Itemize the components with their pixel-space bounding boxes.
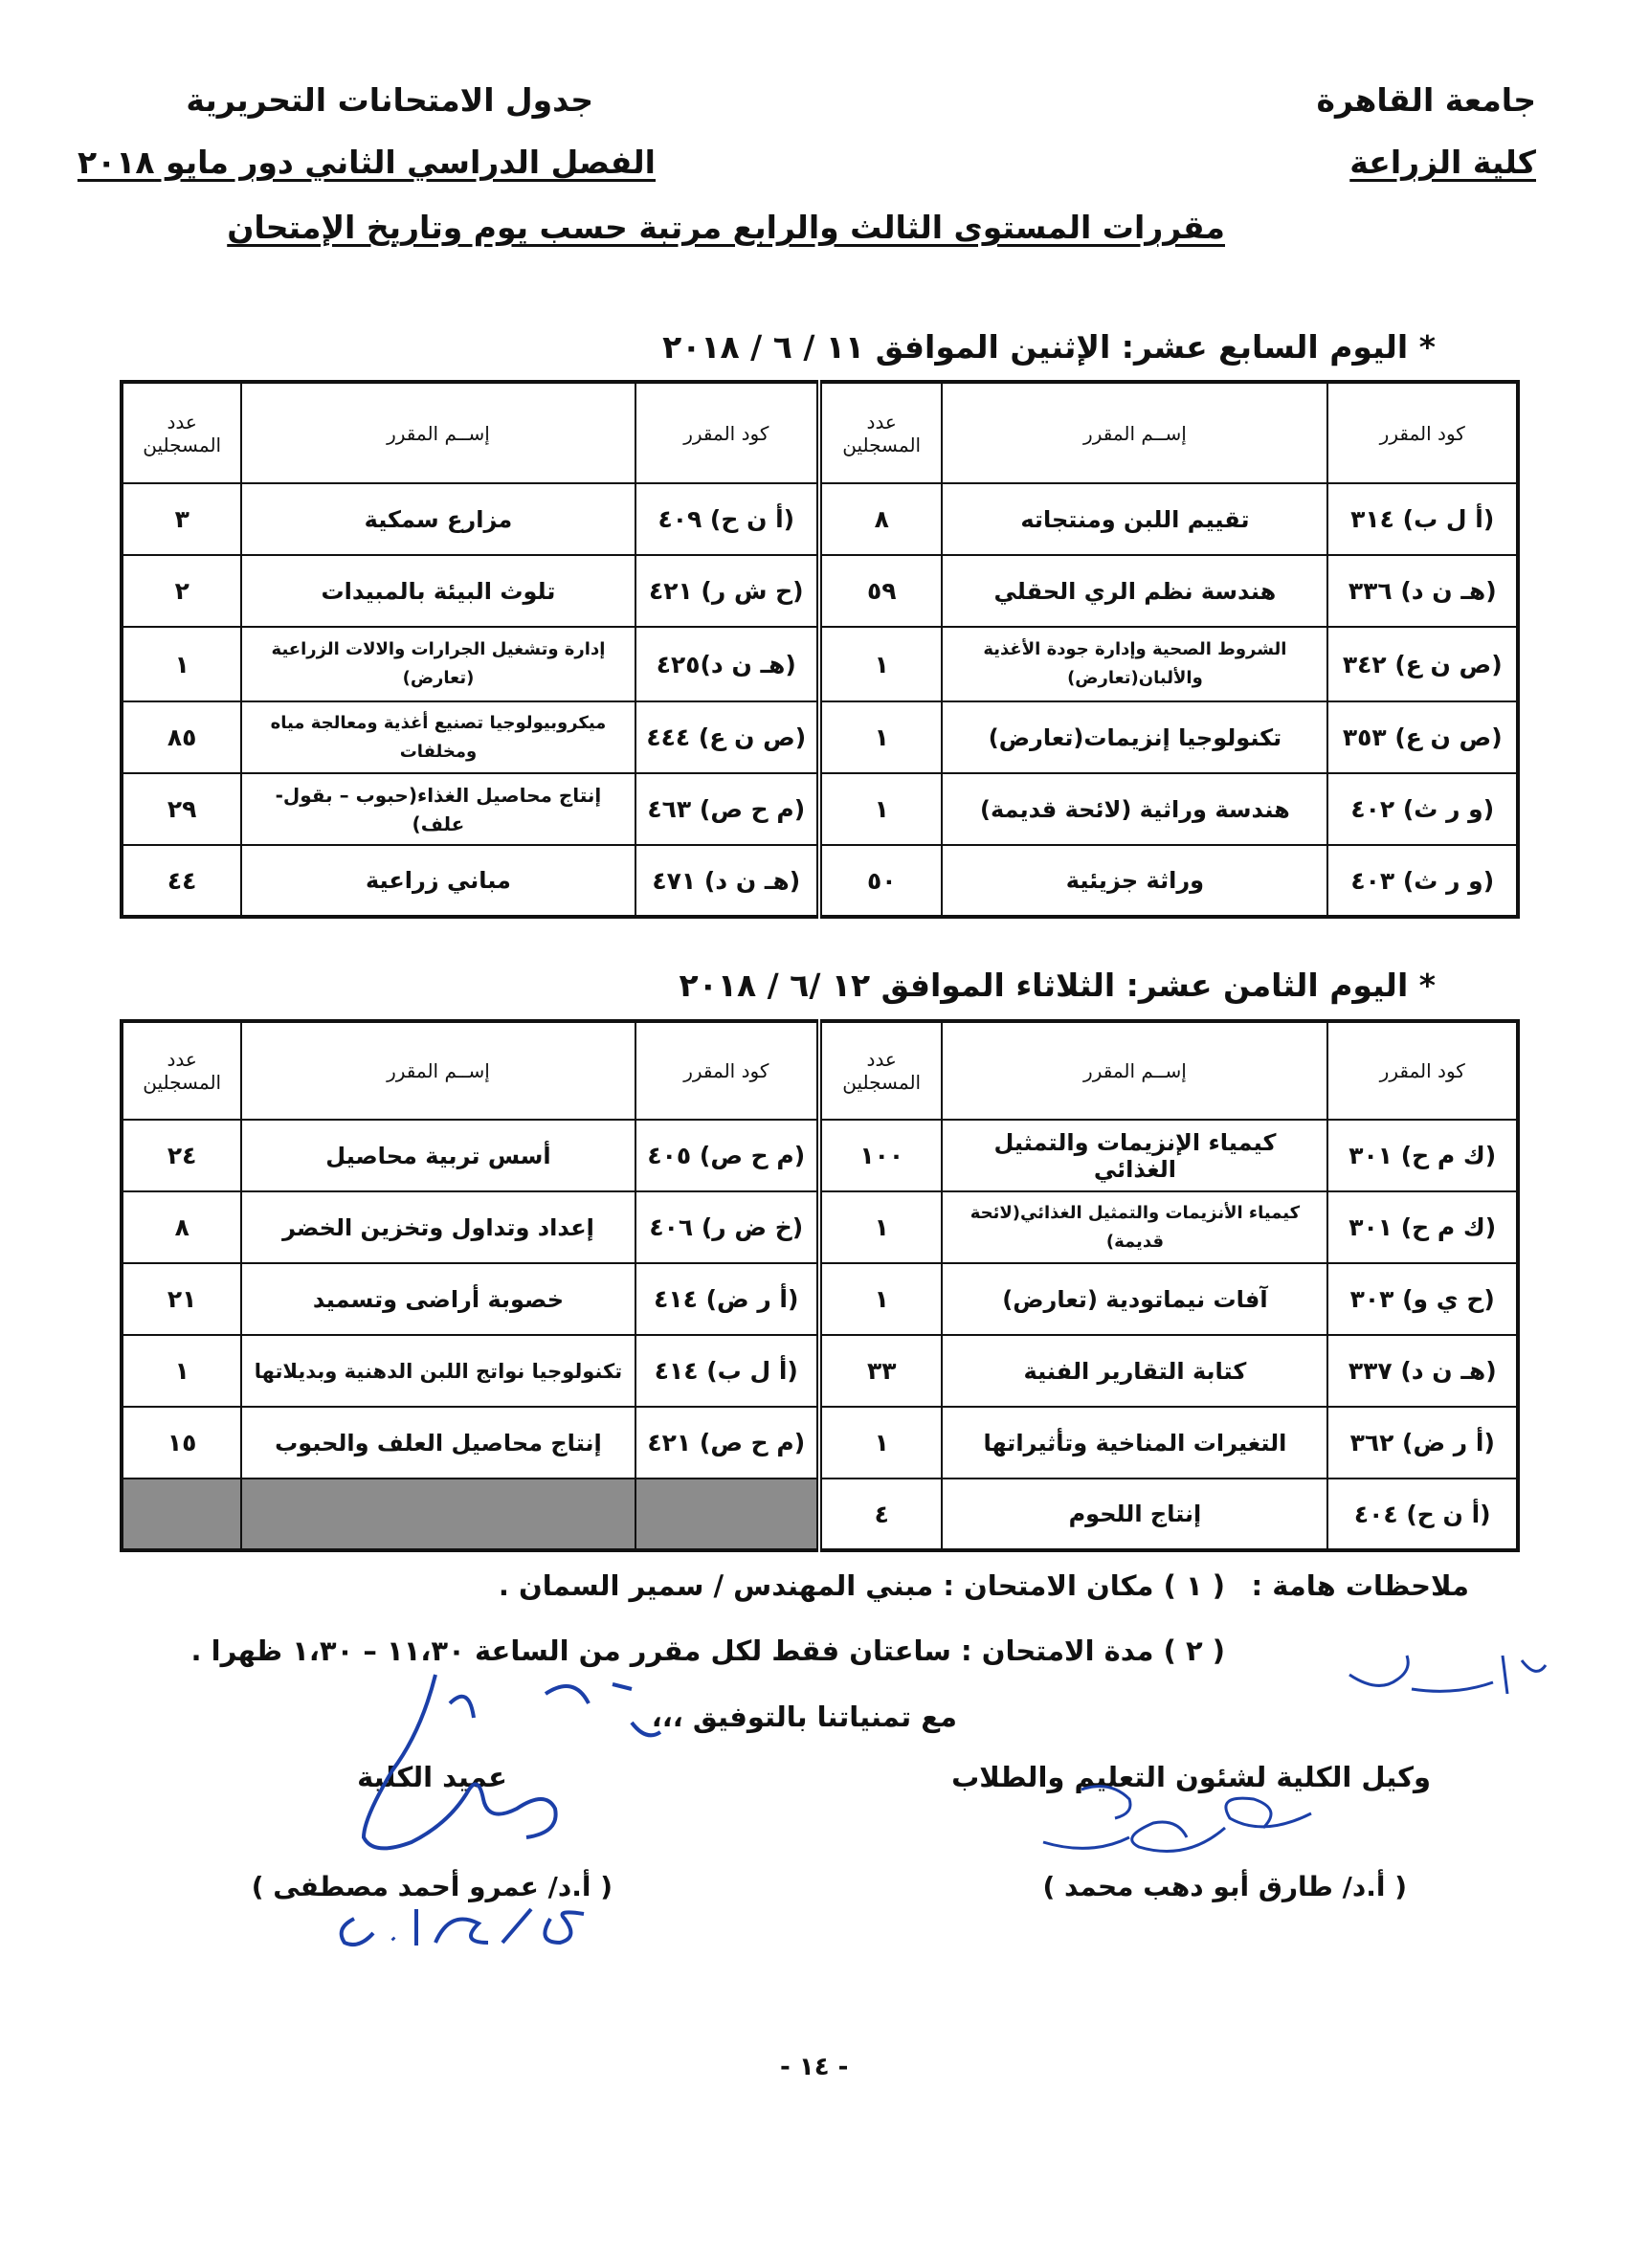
- day17-heading: * اليوم السابع عشر: الإثنين الموافق ١١ / ٦ / ٢٠١٨: [662, 328, 1436, 366]
- table-row: [122, 1407, 1518, 1479]
- registered-count: ٢١: [122, 1263, 241, 1335]
- schedule-title: جدول الامتحانات التحريرية: [186, 81, 593, 119]
- course-code: (م ح ص) ٤٢١: [635, 1407, 820, 1479]
- vice-dean-name: ( أ.د/ طارق أبو دهب محمد ): [1042, 1871, 1407, 1902]
- course-name: تلوث البيئة بالمبيدات: [241, 555, 635, 627]
- course-code: (و ر ث) ٤٠٢: [1327, 773, 1518, 845]
- registered-count: ٢٩: [122, 773, 241, 845]
- day18-table: [120, 1019, 1520, 1552]
- table-row: [122, 701, 1518, 773]
- registered-count: ١٥: [122, 1407, 241, 1479]
- col-header-name: إســم المقرر: [942, 382, 1327, 483]
- course-name: إنتاج محاصيل العلف والحبوب: [241, 1407, 635, 1479]
- registered-count: ١: [819, 1263, 942, 1335]
- course-name: ميكروبيولوجيا تصنيع أغذية ومعالجة مياه ومخلفات: [241, 701, 635, 773]
- vice-dean-title: وكيل الكلية لشئون التعليم والطلاب: [951, 1761, 1431, 1793]
- course-name: خصوبة أراضى وتسميد: [241, 1263, 635, 1335]
- dean-signature: [325, 1665, 670, 1895]
- col-header-count: عدد المسجلين: [819, 1021, 942, 1120]
- empty-shaded-cell: [241, 1479, 635, 1550]
- table-row: [122, 483, 1518, 555]
- table-row: [122, 1263, 1518, 1335]
- col-header-code: كود المقرر: [1327, 1021, 1518, 1120]
- registered-count: ١: [819, 773, 942, 845]
- course-name: كيمياء الإنزيمات والتمثيل الغذائي: [942, 1120, 1327, 1191]
- registered-count: ١: [122, 627, 241, 701]
- faculty-name: كلية الزراعة: [1349, 144, 1536, 181]
- course-name: أسس تربية محاصيل: [241, 1120, 635, 1191]
- col-header-name: إســم المقرر: [241, 382, 635, 483]
- registered-count: ١: [819, 701, 942, 773]
- page-subtitle: مقررات المستوى الثالث والرابع مرتبة حسب يوم وتاريخ الإمتحان: [227, 209, 1225, 246]
- table-row: [122, 1191, 1518, 1263]
- registered-count: ٢٤: [122, 1120, 241, 1191]
- course-code: (أ ر ض) ٣٦٢: [1327, 1407, 1518, 1479]
- dean-title: عميد الكلية: [357, 1761, 507, 1793]
- course-code: (م ح ص) ٤٠٥: [635, 1120, 820, 1191]
- course-code: (ص ن ع) ٤٤٤: [635, 701, 820, 773]
- col-header-count: عدد المسجلين: [122, 382, 241, 483]
- table-row: [122, 773, 1518, 845]
- course-code: (و ر ث) ٤٠٣: [1327, 845, 1518, 917]
- course-code: (هـ ن د) ٤٧١: [635, 845, 820, 917]
- registered-count: ٨٥: [122, 701, 241, 773]
- course-name: تكنولوجيا إنزيمات(تعارض): [942, 701, 1327, 773]
- course-code: (أ ن ح) ٤٠٤: [1327, 1479, 1518, 1550]
- registered-count: ٤: [819, 1479, 942, 1550]
- table-row: [122, 1335, 1518, 1407]
- col-header-code: كود المقرر: [635, 382, 820, 483]
- col-header-count: عدد المسجلين: [122, 1021, 241, 1120]
- day17-table: [120, 380, 1520, 919]
- course-name: هندسة نظم الري الحقلي: [942, 555, 1327, 627]
- course-code: (أ ن ح) ٤٠٩: [635, 483, 820, 555]
- note-exam-duration: ( ٢ ) مدة الامتحان : ساعتان فقط لكل مقرر من الساعة ١١،٣٠ – ١،٣٠ ظهرا .: [190, 1634, 1225, 1667]
- course-code: (ك م ح) ٣٠١: [1327, 1120, 1518, 1191]
- closing-wishes: مع تمنياتنا بالتوفيق ،،،: [651, 1701, 957, 1733]
- course-code: (ص ن ع) ٣٤٢: [1327, 627, 1518, 701]
- course-code: (هـ ن د)٤٢٥: [635, 627, 820, 701]
- registered-count: ٣٣: [819, 1335, 942, 1407]
- handwritten-mark-right: [1340, 1636, 1560, 1703]
- table-row: [122, 845, 1518, 917]
- course-name: التغيرات المناخية وتأثيراتها: [942, 1407, 1327, 1479]
- table-row: [122, 627, 1518, 701]
- registered-count: ٤٤: [122, 845, 241, 917]
- notes-label: ملاحظات هامة :: [1251, 1569, 1469, 1602]
- col-header-code: كود المقرر: [635, 1021, 820, 1120]
- course-code: (ص ن ع) ٣٥٣: [1327, 701, 1518, 773]
- col-header-name: إســم المقرر: [241, 1021, 635, 1120]
- course-name: مباني زراعية: [241, 845, 635, 917]
- registered-count: ٥٠: [819, 845, 942, 917]
- registered-count: ١: [819, 1191, 942, 1263]
- note-exam-location: ( ١ ) مكان الامتحان : مبني المهندس / سمير السمان .: [498, 1569, 1225, 1602]
- course-code: (خ ض ر) ٤٠٦: [635, 1191, 820, 1263]
- university-name: جامعة القاهرة: [1316, 81, 1536, 119]
- course-code: (أ ل ب) ٤١٤: [635, 1335, 820, 1407]
- course-code: (م ح ص) ٤٦٣: [635, 773, 820, 845]
- course-code: (ك م ح) ٣٠١: [1327, 1191, 1518, 1263]
- course-code: (ح ش ر) ٤٢١: [635, 555, 820, 627]
- registered-count: ١: [819, 627, 942, 701]
- handwritten-date: [325, 1890, 613, 1957]
- course-name: كيمياء الأنزيمات والتمثيل الغذائي(لائحة قديمة): [942, 1191, 1327, 1263]
- registered-count: ١: [122, 1335, 241, 1407]
- course-code: (أ ر ض) ٤١٤: [635, 1263, 820, 1335]
- course-code: (هـ ن د) ٣٣٦: [1327, 555, 1518, 627]
- registered-count: ٥٩: [819, 555, 942, 627]
- course-name: وراثة جزيئية: [942, 845, 1327, 917]
- course-name: إعداد وتداول وتخزين الخضر: [241, 1191, 635, 1263]
- table-row: [122, 1479, 1518, 1550]
- table-row: [122, 1120, 1518, 1191]
- course-name: الشروط الصحية وإدارة جودة الأغذية والألبان(تعارض): [942, 627, 1327, 701]
- dean-name: ( أ.د/ عمرو أحمد مصطفى ): [251, 1871, 613, 1902]
- col-header-code: كود المقرر: [1327, 382, 1518, 483]
- empty-shaded-cell: [122, 1479, 241, 1550]
- vice-dean-signature: [1024, 1770, 1349, 1876]
- registered-count: ٨: [819, 483, 942, 555]
- registered-count: ٣: [122, 483, 241, 555]
- course-name: تكنولوجيا نواتج اللبن الدهنية وبديلاتها: [241, 1335, 635, 1407]
- course-code: (ح ي و) ٣٠٣: [1327, 1263, 1518, 1335]
- registered-count: ٨: [122, 1191, 241, 1263]
- course-name: إدارة وتشغيل الجرارات والالات الزراعية (تعارض): [241, 627, 635, 701]
- course-name: إنتاج اللحوم: [942, 1479, 1327, 1550]
- col-header-count: عدد المسجلين: [819, 382, 942, 483]
- course-name: إنتاج محاصيل الغذاء(حبوب – بقول- علف): [241, 773, 635, 845]
- course-name: تقييم اللبن ومنتجاته: [942, 483, 1327, 555]
- registered-count: ١٠٠: [819, 1120, 942, 1191]
- table-row: [122, 555, 1518, 627]
- course-name: آفات نيماتودية (تعارض): [942, 1263, 1327, 1335]
- page-number: - ١٤ -: [780, 2053, 849, 2081]
- semester-title: الفصل الدراسي الثاني دور مايو ٢٠١٨: [77, 144, 656, 181]
- course-name: هندسة وراثية (لائحة قديمة): [942, 773, 1327, 845]
- registered-count: ٢: [122, 555, 241, 627]
- course-name: مزارع سمكية: [241, 483, 635, 555]
- day18-heading: * اليوم الثامن عشر: الثلاثاء الموافق ١٢ /٦ / ٢٠١٨: [679, 967, 1436, 1004]
- course-name: كتابة التقارير الفنية: [942, 1335, 1327, 1407]
- course-code: (هـ ن د) ٣٣٧: [1327, 1335, 1518, 1407]
- course-code: (أ ل ب) ٣١٤: [1327, 483, 1518, 555]
- col-header-name: إســم المقرر: [942, 1021, 1327, 1120]
- registered-count: ١: [819, 1407, 942, 1479]
- empty-shaded-cell: [635, 1479, 820, 1550]
